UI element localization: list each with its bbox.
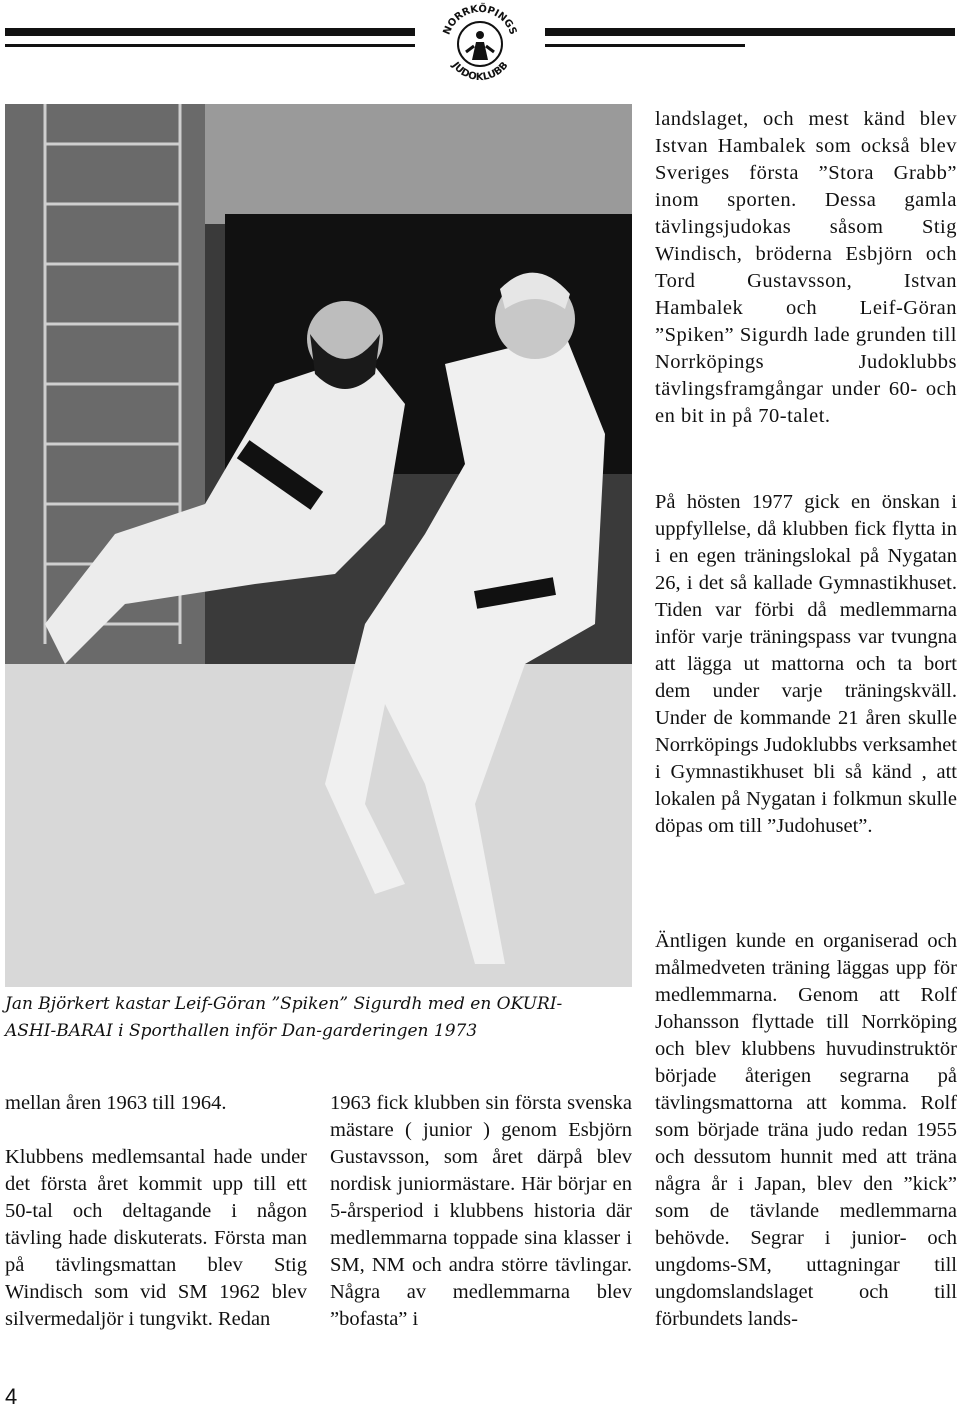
photo-caption: Jan Björkert kastar Leif-Göran ”Spiken” Sigurdh med en OKURI-ASHI-BARAI i Sporthallen inför Dan-garderingen 1973 <box>5 994 563 1041</box>
judo-photo <box>5 104 632 987</box>
paragraph: På hösten 1977 gick en önskan i uppfyllelse, då klubben fick flytta in i en egen träningslokal på Nygatan 26, i det så kallade Gymnastikhuset. Tiden var förbi då medlemmarna inför varje träningspass var tvungna att lägga ut mattorna och ta bort dem under varje träningskväll. Under de kommande 21 åren skulle Norrköpings Judoklubbs verksamhet i Gymnastikhuset bli så känd , att lokalen på Nygatan i folkmun skulle döpas om till ”Judohuset”. <box>655 491 957 837</box>
column-left <box>5 1090 307 1333</box>
logo-text-bottom: JUDOKLUBB <box>449 60 511 84</box>
column-right-block-3 <box>655 928 957 1333</box>
paragraph: mellan åren 1963 till 1964. <box>5 1092 227 1114</box>
page-number: 4 <box>5 1384 18 1409</box>
header-rule-left-thin <box>5 44 415 47</box>
paragraph: Klubbens medlemsantal hade under det första året kommit upp till ett 50-tal och deltagande i någon tävling hade diskuterats. Första man på tävlingsmattan blev Stig Windisch som vid SM 1962 blev silvermedaljör i tungvikt. Redan <box>5 1146 307 1330</box>
column-right-block-1 <box>655 106 957 430</box>
header-rule-right-thick <box>545 28 955 36</box>
header-rule-left-thick <box>5 28 415 36</box>
paragraph: 1963 fick klubben sin första svenska mästare ( junior ) genom Esbjörn Gustavsson, som året därpå blev nordisk juniormästare. Här börjar en 5-årsperiod i klubbens historia där medlemmarna toppade sina klasser i SM, NM och andra större tävlingar. Några av medlemmarna blev ”bofasta” i <box>330 1092 632 1330</box>
column-middle <box>330 1090 632 1333</box>
paragraph: Äntligen kunde en organiserad och målmedveten träning läggas upp för medlemmarna. Genom att Rolf Johansson flyttade till Norrköping och blev klubbens huvudinstruktör började återigen segrarna på tävlingsmattorna att komma. Rolf som började träna judo redan 1955 och dessutom hunnit med att träna några år i Japan, blev den ”kick” som de tävlande medlemmarna behövde. Segrar i junior- och ungdoms-SM, uttagningar till ungdomslandslaget och till förbundets lands- <box>655 930 957 1330</box>
club-logo <box>430 0 530 88</box>
paragraph: landslaget, och mest känd blev Istvan Hambalek som också blev Sveriges första ”Stora Grabb” inom sporten. Dessa gamla tävlingsjudokas såsom Stig Windisch, bröderna Esbjörn och Tord Gustavsson, Istvan Hambalek och Leif-Göran ”Spiken” Sigurdh lade grunden till Norrköpings Judoklubbs tävlingsframgångar under 60- och en bit in på 70-talet. <box>655 108 957 427</box>
column-right-block-2 <box>655 489 957 840</box>
logo-text-top: NORRKÖPINGS <box>441 3 519 37</box>
header-rule-right-thin <box>545 44 745 47</box>
